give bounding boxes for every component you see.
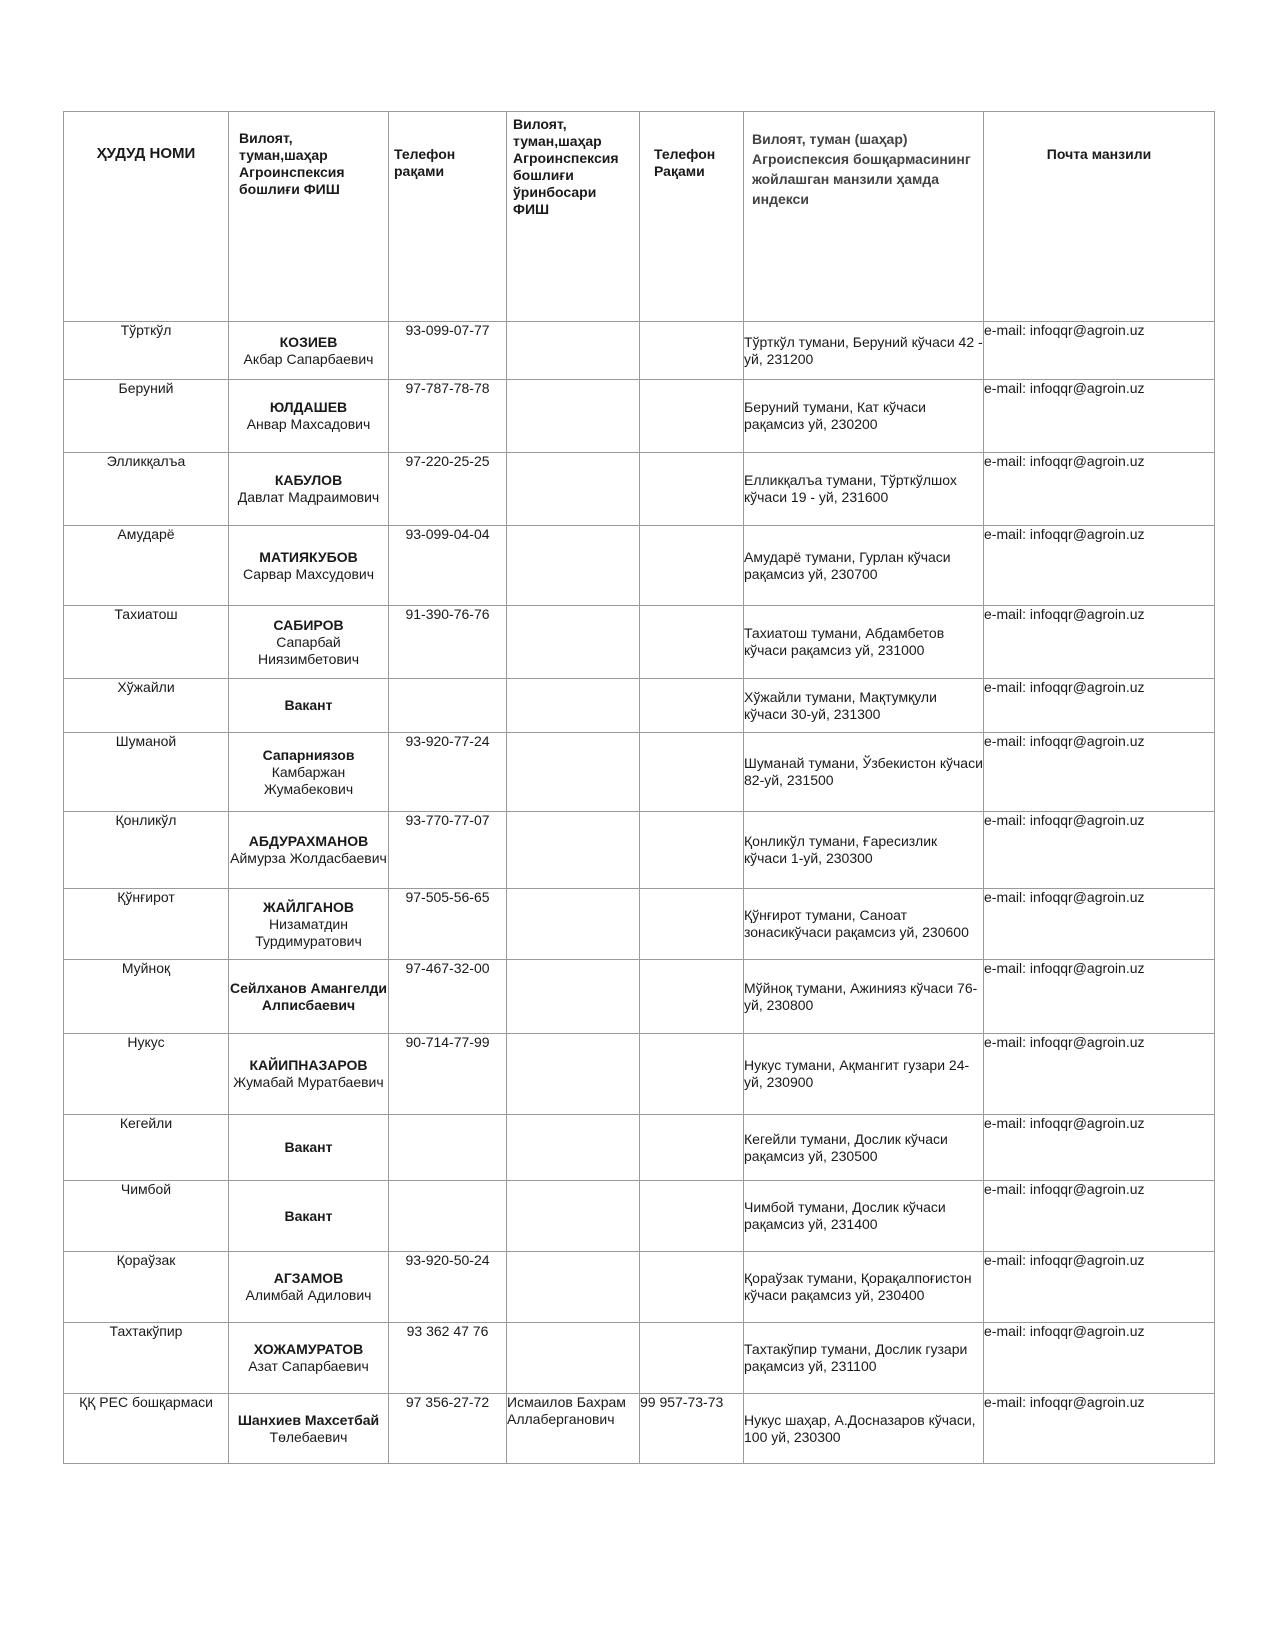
address-cell: Беруний тумани, Кат кўчаси рақамсиз уй, 230200 (744, 380, 984, 453)
header-mail: Почта манзили (984, 112, 1215, 322)
mail-cell: e-mail: infoqqr@agroin.uz (984, 960, 1215, 1034)
deputy-cell (507, 606, 640, 679)
table-row (64, 812, 1215, 889)
table-body (64, 322, 1215, 1464)
deputy-phone-cell (640, 322, 744, 380)
address-cell: Мўйноқ тумани, Ажинияз кўчаси 76-уй, 230800 (744, 960, 984, 1034)
header-phone: Телефон рақами (389, 112, 507, 322)
region-cell: Тўрткўл (64, 322, 229, 380)
region-cell: Муйноқ (64, 960, 229, 1034)
region-cell: Хўжайли (64, 679, 229, 733)
mail-cell: e-mail: infoqqr@agroin.uz (984, 889, 1215, 960)
agroinspection-contacts-table (63, 111, 1215, 1464)
table-row (64, 380, 1215, 453)
head-cell (229, 453, 389, 526)
head-cell (229, 889, 389, 960)
phone-cell: 93-920-77-24 (389, 733, 507, 812)
head-given-name: Сапарбай Ниязимбетович (258, 633, 359, 667)
deputy-phone-cell (640, 1252, 744, 1323)
header-deputy-name: Вилоят, туман,шаҳар Агроинспексия бошлиғи ўринбосари ФИШ (507, 112, 640, 322)
phone-cell: 93 362 47 76 (389, 1323, 507, 1394)
phone-cell (389, 679, 507, 733)
mail-cell: e-mail: infoqqr@agroin.uz (984, 1394, 1215, 1464)
head-surname: Вакант (284, 1207, 333, 1224)
head-cell (229, 960, 389, 1034)
deputy-cell (507, 453, 640, 526)
head-given-name: Төлебаевич (269, 1428, 348, 1445)
deputy-phone-cell (640, 812, 744, 889)
mail-cell: e-mail: infoqqr@agroin.uz (984, 526, 1215, 606)
deputy-cell (507, 812, 640, 889)
head-surname: КАБУЛОВ (274, 472, 343, 488)
deputy-cell (507, 1115, 640, 1181)
head-cell (229, 1252, 389, 1323)
region-cell: Элликқалъа (64, 453, 229, 526)
address-cell: Қораўзак тумани, Қорақалпоғистон кўчаси рақамсиз уй, 230400 (744, 1252, 984, 1323)
region-cell: Тахтакўпир (64, 1323, 229, 1394)
table-row (64, 733, 1215, 812)
head-surname: АГЗАМОВ (273, 1270, 344, 1286)
phone-cell: 97-787-78-78 (389, 380, 507, 453)
region-cell: ҚҚ РЕС бошқармаси (64, 1394, 229, 1464)
region-cell: Қораўзак (64, 1252, 229, 1323)
phone-cell: 93-770-77-07 (389, 812, 507, 889)
deputy-phone-cell (640, 606, 744, 679)
deputy-phone-cell (640, 1034, 744, 1115)
head-surname: КОЗИЕВ (279, 333, 338, 350)
head-given-name: Азат Сапарбаевич (248, 1358, 369, 1374)
region-cell: Қонликўл (64, 812, 229, 889)
head-surname: ЮЛДАШЕВ (269, 399, 348, 415)
phone-cell: 97-505-56-65 (389, 889, 507, 960)
head-surname: Вакант (284, 1139, 333, 1155)
mail-cell: e-mail: infoqqr@agroin.uz (984, 606, 1215, 679)
deputy-cell (507, 322, 640, 380)
phone-cell: 97-220-25-25 (389, 453, 507, 526)
head-given-name: Сарвар Махсудович (242, 565, 375, 582)
region-cell: Чимбой (64, 1181, 229, 1252)
address-cell: Тахтакўпир тумани, Дослик гузари рақамсиз уй, 231100 (744, 1323, 984, 1394)
head-cell (229, 1115, 389, 1181)
head-cell (229, 679, 389, 733)
head-cell (229, 606, 389, 679)
deputy-phone-cell (640, 960, 744, 1034)
header-region: ҲУДУД НОМИ (64, 112, 229, 322)
region-cell: Беруний (64, 380, 229, 453)
head-cell (229, 812, 389, 889)
head-cell (229, 526, 389, 606)
deputy-phone-cell (640, 889, 744, 960)
mail-cell: e-mail: infoqqr@agroin.uz (984, 1323, 1215, 1394)
table-row (64, 679, 1215, 733)
region-cell: Қўнғирот (64, 889, 229, 960)
phone-cell: 93-099-04-04 (389, 526, 507, 606)
table-row (64, 960, 1215, 1034)
address-cell: Тахиатош тумани, Абдамбетов кўчаси рақамсиз уй, 231000 (744, 606, 984, 679)
deputy-phone-cell (640, 453, 744, 526)
mail-cell: e-mail: infoqqr@agroin.uz (984, 380, 1215, 453)
head-cell (229, 1394, 389, 1464)
phone-cell: 91-390-76-76 (389, 606, 507, 679)
head-given-name: Давлат Мадраимович (237, 489, 380, 505)
head-cell (229, 322, 389, 380)
head-cell (229, 1034, 389, 1115)
table-row (64, 322, 1215, 380)
deputy-cell (507, 889, 640, 960)
mail-cell: e-mail: infoqqr@agroin.uz (984, 1181, 1215, 1252)
head-surname: Сапарниязов (262, 746, 355, 763)
header-head-name: Вилоят, туман,шаҳар Агроинспексия бошлиғи ФИШ (229, 112, 389, 322)
address-cell: Шуманай тумани, Ўзбекистон кўчаси 82-уй, 231500 (744, 733, 984, 812)
region-cell: Тахиатош (64, 606, 229, 679)
head-given-name: Акбар Сапарбаевич (243, 350, 374, 367)
address-cell: Амударё тумани, Гурлан кўчаси рақамсиз уй, 230700 (744, 526, 984, 606)
deputy-phone-cell (640, 526, 744, 606)
table-row (64, 1181, 1215, 1252)
address-cell: Қонликўл тумани, Ғаресизлик кўчаси 1-уй, 230300 (744, 812, 984, 889)
mail-cell: e-mail: infoqqr@agroin.uz (984, 1115, 1215, 1181)
head-cell (229, 733, 389, 812)
head-surname: ЖАЙЛГАНОВ (263, 898, 354, 915)
table-row (64, 1252, 1215, 1323)
deputy-cell (507, 1323, 640, 1394)
address-cell: Тўрткўл тумани, Беруний кўчаси 42 - уй, 231200 (744, 322, 984, 380)
mail-cell: e-mail: infoqqr@agroin.uz (984, 679, 1215, 733)
table-row (64, 526, 1215, 606)
deputy-phone-cell (640, 1115, 744, 1181)
table-row (64, 606, 1215, 679)
deputy-phone-cell: 99 957-73-73 (640, 1394, 744, 1464)
address-cell: Нукус шаҳар, А.Досназаров кўчаси, 100 уй, 230300 (744, 1394, 984, 1464)
mail-cell: e-mail: infoqqr@agroin.uz (984, 322, 1215, 380)
region-cell: Шуманой (64, 733, 229, 812)
table-row (64, 1034, 1215, 1115)
table-row (64, 1115, 1215, 1181)
deputy-cell (507, 526, 640, 606)
deputy-phone-cell (640, 1323, 744, 1394)
deputy-cell (507, 380, 640, 453)
head-given-name: Алимбай Адилович (245, 1287, 372, 1303)
header-row (64, 112, 1215, 322)
phone-cell: 97 356-27-72 (389, 1394, 507, 1464)
table-row (64, 1394, 1215, 1464)
head-surname: МАТИЯКУБОВ (259, 548, 358, 565)
address-cell: Қўнғирот тумани, Саноат зонасикўчаси рақамсиз уй, 230600 (744, 889, 984, 960)
deputy-cell (507, 733, 640, 812)
table-row (64, 1323, 1215, 1394)
phone-cell: 93-920-50-24 (389, 1252, 507, 1323)
address-cell: Хўжайли тумани, Мақтумқули кўчаси 30-уй, 231300 (744, 679, 984, 733)
deputy-phone-cell (640, 1181, 744, 1252)
table-row (64, 889, 1215, 960)
head-cell (229, 380, 389, 453)
head-surname: ХОЖАМУРАТОВ (253, 1341, 364, 1357)
head-surname: КАЙИПНАЗАРОВ (249, 1057, 368, 1073)
phone-cell (389, 1181, 507, 1252)
phone-cell: 93-099-07-77 (389, 322, 507, 380)
head-surname: САБИРОВ (273, 616, 344, 633)
head-surname: Вакант (284, 697, 333, 713)
head-surname: Сейлханов Амангелди Алписбаевич (229, 979, 387, 1013)
head-cell (229, 1323, 389, 1394)
address-cell: Кегейли тумани, Дослик кўчаси рақамсиз уй, 230500 (744, 1115, 984, 1181)
phone-cell (389, 1115, 507, 1181)
deputy-phone-cell (640, 733, 744, 812)
head-given-name: Камбаржан Жумабекович (263, 763, 354, 797)
mail-cell: e-mail: infoqqr@agroin.uz (984, 453, 1215, 526)
address-cell: Нукус тумани, Ақмангит гузари 24-уй, 230900 (744, 1034, 984, 1115)
region-cell: Амударё (64, 526, 229, 606)
phone-cell: 97-467-32-00 (389, 960, 507, 1034)
head-surname: АБДУРАХМАНОВ (248, 833, 369, 849)
head-given-name: Анвар Махсадович (246, 416, 371, 432)
deputy-phone-cell (640, 679, 744, 733)
region-cell: Кегейли (64, 1115, 229, 1181)
header-deputy-phone: Телефон Рақами (640, 112, 744, 322)
deputy-cell: Исмаилов Бахрам Аллаберганович (507, 1394, 640, 1464)
head-surname: Шанхиев Махсетбай (237, 1411, 380, 1428)
region-cell: Нукус (64, 1034, 229, 1115)
deputy-cell (507, 1181, 640, 1252)
deputy-cell (507, 1034, 640, 1115)
head-cell (229, 1181, 389, 1252)
mail-cell: e-mail: infoqqr@agroin.uz (984, 1034, 1215, 1115)
table-row (64, 453, 1215, 526)
deputy-cell (507, 1252, 640, 1323)
deputy-cell (507, 960, 640, 1034)
mail-cell: e-mail: infoqqr@agroin.uz (984, 1252, 1215, 1323)
head-given-name: Низаматдин Турдимуратович (255, 915, 362, 949)
mail-cell: e-mail: infoqqr@agroin.uz (984, 733, 1215, 812)
mail-cell: e-mail: infoqqr@agroin.uz (984, 812, 1215, 889)
deputy-cell (507, 679, 640, 733)
deputy-phone-cell (640, 380, 744, 453)
address-cell: Елликқалъа тумани, Тўрткўлшох кўчаси 19 - уй, 231600 (744, 453, 984, 526)
head-given-name: Жумабай Муратбаевич (233, 1074, 384, 1090)
phone-cell: 90-714-77-99 (389, 1034, 507, 1115)
address-cell: Чимбой тумани, Дослик кўчаси рақамсиз уй, 231400 (744, 1181, 984, 1252)
header-address: Вилоят, туман (шаҳар) Агроиспексия бошқармасининг жойлашган манзили ҳамда индекси (744, 112, 984, 322)
head-given-name: Аймурза Жолдасбаевич (230, 850, 387, 866)
